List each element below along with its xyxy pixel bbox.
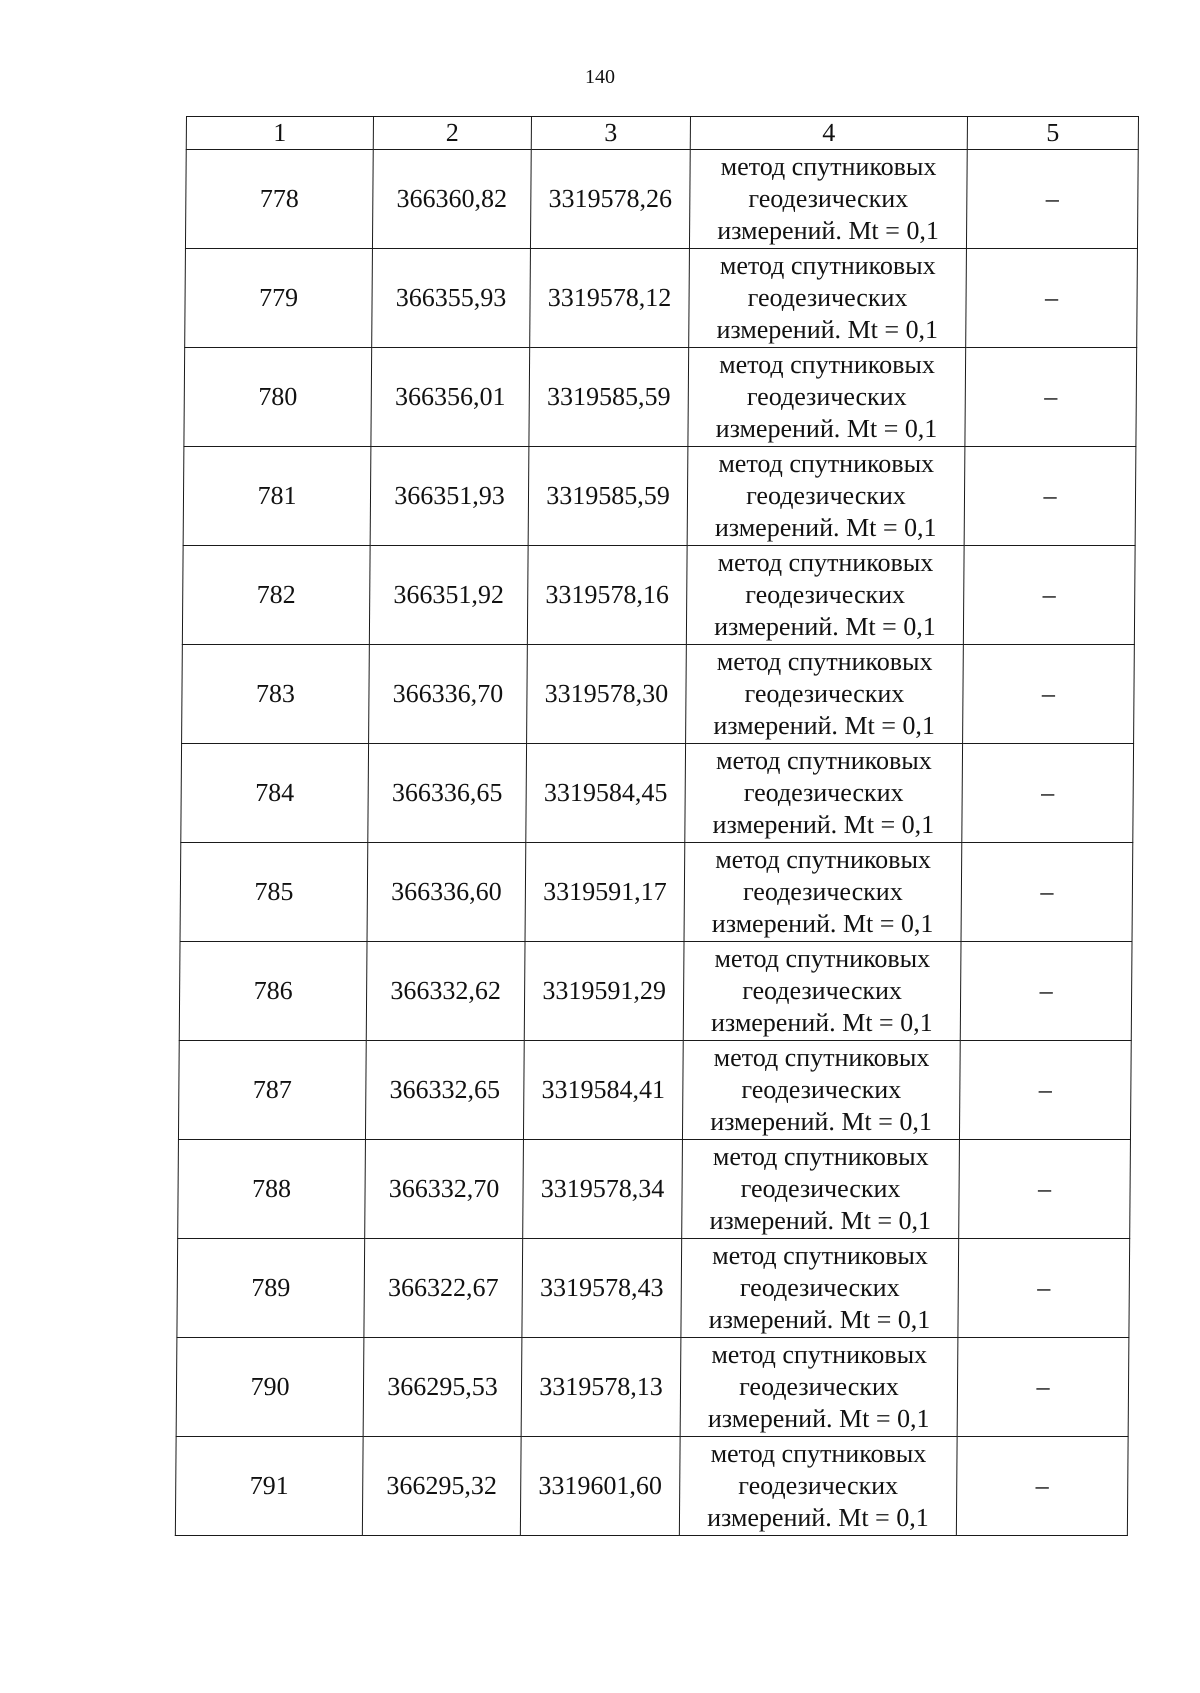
method-text-line: геодезических [740, 1174, 901, 1203]
method-text-line: метод спутниковых [720, 152, 937, 181]
y-coordinate-cell: 3319584,45 [526, 744, 686, 843]
method-cell [679, 1437, 957, 1536]
point-number-cell: 790 [176, 1338, 364, 1437]
table-row [181, 744, 1134, 843]
method-text-line: геодезических [743, 778, 904, 807]
y-coordinate-cell: 3319591,17 [525, 843, 685, 942]
x-coordinate-cell: 366332,62 [366, 942, 525, 1041]
point-number-cell: 779 [185, 249, 373, 348]
table-row [182, 645, 1135, 744]
method-text-line: геодезических [742, 877, 903, 906]
point-number-cell: 786 [179, 942, 367, 1041]
x-coordinate-cell: 366336,60 [367, 843, 526, 942]
method-text-line: измерений. Mt = 0,1 [707, 1503, 929, 1532]
note-cell: – [961, 843, 1133, 942]
method-text-line: метод спутниковых [717, 548, 934, 577]
y-coordinate-cell: 3319585,59 [528, 447, 688, 546]
method-text-line: геодезических [744, 679, 905, 708]
table-row [185, 150, 1138, 249]
point-number-cell: 778 [185, 150, 373, 249]
note-cell: – [964, 447, 1136, 546]
point-number-cell: 780 [184, 348, 372, 447]
table-row [178, 1041, 1131, 1140]
method-text-line: измерений. Mt = 0,1 [714, 612, 936, 641]
method-text-line: метод спутниковых [719, 251, 936, 280]
coordinates-table [175, 116, 1139, 1536]
header-cell-3: 3 [531, 117, 690, 150]
note-cell: – [958, 1239, 1130, 1338]
method-cell [684, 843, 962, 942]
table-row [184, 348, 1137, 447]
method-cell [686, 645, 964, 744]
note-cell: – [957, 1338, 1129, 1437]
x-coordinate-cell: 366295,53 [363, 1338, 522, 1437]
x-coordinate-cell: 366336,65 [368, 744, 527, 843]
method-cell [683, 942, 961, 1041]
method-text-line: измерений. Mt = 0,1 [713, 711, 936, 740]
method-cell [682, 1041, 960, 1140]
method-text-line: измерений. Mt = 0,1 [715, 414, 938, 443]
method-text-line: измерений. Mt = 0,1 [717, 216, 940, 245]
note-cell: – [956, 1437, 1128, 1536]
table-row [177, 1239, 1130, 1338]
x-coordinate-cell: 366322,67 [364, 1239, 523, 1338]
table-row [180, 843, 1133, 942]
method-text-line: метод спутниковых [716, 647, 933, 676]
y-coordinate-cell: 3319578,12 [530, 249, 690, 348]
x-coordinate-cell: 366351,93 [370, 447, 529, 546]
header-cell-1: 1 [186, 117, 373, 150]
method-text-line: измерений. Mt = 0,1 [714, 513, 937, 542]
method-text-line: метод спутниковых [715, 845, 932, 874]
method-text-line: метод спутниковых [710, 1439, 927, 1468]
method-cell [687, 447, 965, 546]
y-coordinate-cell: 3319578,43 [522, 1239, 682, 1338]
y-coordinate-cell: 3319578,16 [527, 546, 687, 645]
method-cell [681, 1239, 959, 1338]
method-cell [688, 348, 966, 447]
note-cell: – [959, 1140, 1131, 1239]
note-cell: – [963, 546, 1135, 645]
point-number-cell: 791 [175, 1437, 363, 1536]
table-row [178, 1140, 1131, 1239]
method-cell [686, 546, 964, 645]
method-text-line: измерений. Mt = 0,1 [711, 909, 934, 938]
method-text-line: измерений. Mt = 0,1 [712, 810, 935, 839]
x-coordinate-cell: 366295,32 [362, 1437, 521, 1536]
method-text-line: измерений. Mt = 0,1 [709, 1206, 932, 1235]
table-row [185, 249, 1138, 348]
note-cell: – [966, 249, 1138, 348]
point-number-cell: 785 [180, 843, 368, 942]
y-coordinate-cell: 3319601,60 [520, 1437, 680, 1536]
table-row [175, 1437, 1128, 1536]
method-text-line: измерений. Mt = 0,1 [707, 1404, 930, 1433]
method-text-line: геодезических [741, 1075, 902, 1104]
point-number-cell: 788 [178, 1140, 366, 1239]
x-coordinate-cell: 366351,92 [369, 546, 528, 645]
y-coordinate-cell: 3319578,30 [527, 645, 687, 744]
note-cell: – [966, 150, 1138, 249]
method-text-line: метод спутниковых [712, 1142, 929, 1171]
method-text-line: метод спутниковых [713, 1043, 930, 1072]
method-text-line: метод спутниковых [718, 449, 935, 478]
point-number-cell: 789 [177, 1239, 365, 1338]
method-text-line: измерений. Mt = 0,1 [708, 1305, 931, 1334]
header-row [186, 117, 1138, 150]
note-cell: – [959, 1041, 1131, 1140]
point-number-cell: 783 [182, 645, 370, 744]
method-text-line: геодезических [745, 580, 906, 609]
method-text-line: измерений. Mt = 0,1 [716, 315, 939, 344]
method-text-line: измерений. Mt = 0,1 [710, 1008, 933, 1037]
method-text-line: геодезических [746, 382, 907, 411]
page-number [0, 66, 1200, 89]
method-cell [689, 249, 967, 348]
method-text-line: метод спутниковых [711, 1340, 928, 1369]
method-text-line: геодезических [748, 184, 909, 213]
header-cell-4: 4 [690, 117, 967, 150]
y-coordinate-cell: 3319578,26 [530, 150, 690, 249]
note-cell: – [963, 645, 1135, 744]
point-number-cell: 787 [178, 1041, 366, 1140]
note-cell: – [965, 348, 1137, 447]
y-coordinate-cell: 3319578,34 [523, 1140, 683, 1239]
page-number-text: 140 [585, 66, 615, 88]
table-row [182, 546, 1135, 645]
x-coordinate-cell: 366336,70 [369, 645, 528, 744]
y-coordinate-cell: 3319584,41 [523, 1041, 683, 1140]
x-coordinate-cell: 366332,70 [365, 1140, 524, 1239]
method-text-line: измерений. Mt = 0,1 [710, 1107, 933, 1136]
note-cell: – [960, 942, 1132, 1041]
method-text-line: геодезических [739, 1372, 899, 1401]
y-coordinate-cell: 3319591,29 [524, 942, 684, 1041]
x-coordinate-cell: 366355,93 [372, 249, 531, 348]
point-number-cell: 781 [183, 447, 371, 546]
point-number-cell: 784 [181, 744, 369, 843]
x-coordinate-cell: 366332,65 [365, 1041, 524, 1140]
table-body [175, 150, 1138, 1536]
x-coordinate-cell: 366360,82 [372, 150, 531, 249]
method-text-line: геодезических [746, 481, 906, 510]
x-coordinate-cell: 366356,01 [371, 348, 530, 447]
header-cell-5: 5 [967, 117, 1138, 150]
y-coordinate-cell: 3319578,13 [521, 1338, 681, 1437]
method-text-line: геодезических [747, 283, 908, 312]
table-row [183, 447, 1136, 546]
method-cell [680, 1338, 958, 1437]
method-text-line: метод спутниковых [714, 944, 931, 973]
table-row [179, 942, 1132, 1041]
method-cell [682, 1140, 960, 1239]
table-row [176, 1338, 1129, 1437]
method-text-line: геодезических [742, 976, 903, 1005]
method-text-line: метод спутниковых [715, 746, 932, 775]
method-text-line: метод спутниковых [712, 1241, 929, 1270]
point-number-cell: 782 [182, 546, 370, 645]
note-cell: – [962, 744, 1134, 843]
method-text-line: геодезических [739, 1273, 900, 1302]
table-header [186, 117, 1138, 150]
method-cell [689, 150, 967, 249]
method-text-line: геодезических [738, 1471, 899, 1500]
header-cell-2: 2 [373, 117, 531, 150]
y-coordinate-cell: 3319585,59 [529, 348, 689, 447]
method-text-line: метод спутниковых [719, 350, 936, 379]
method-cell [685, 744, 963, 843]
